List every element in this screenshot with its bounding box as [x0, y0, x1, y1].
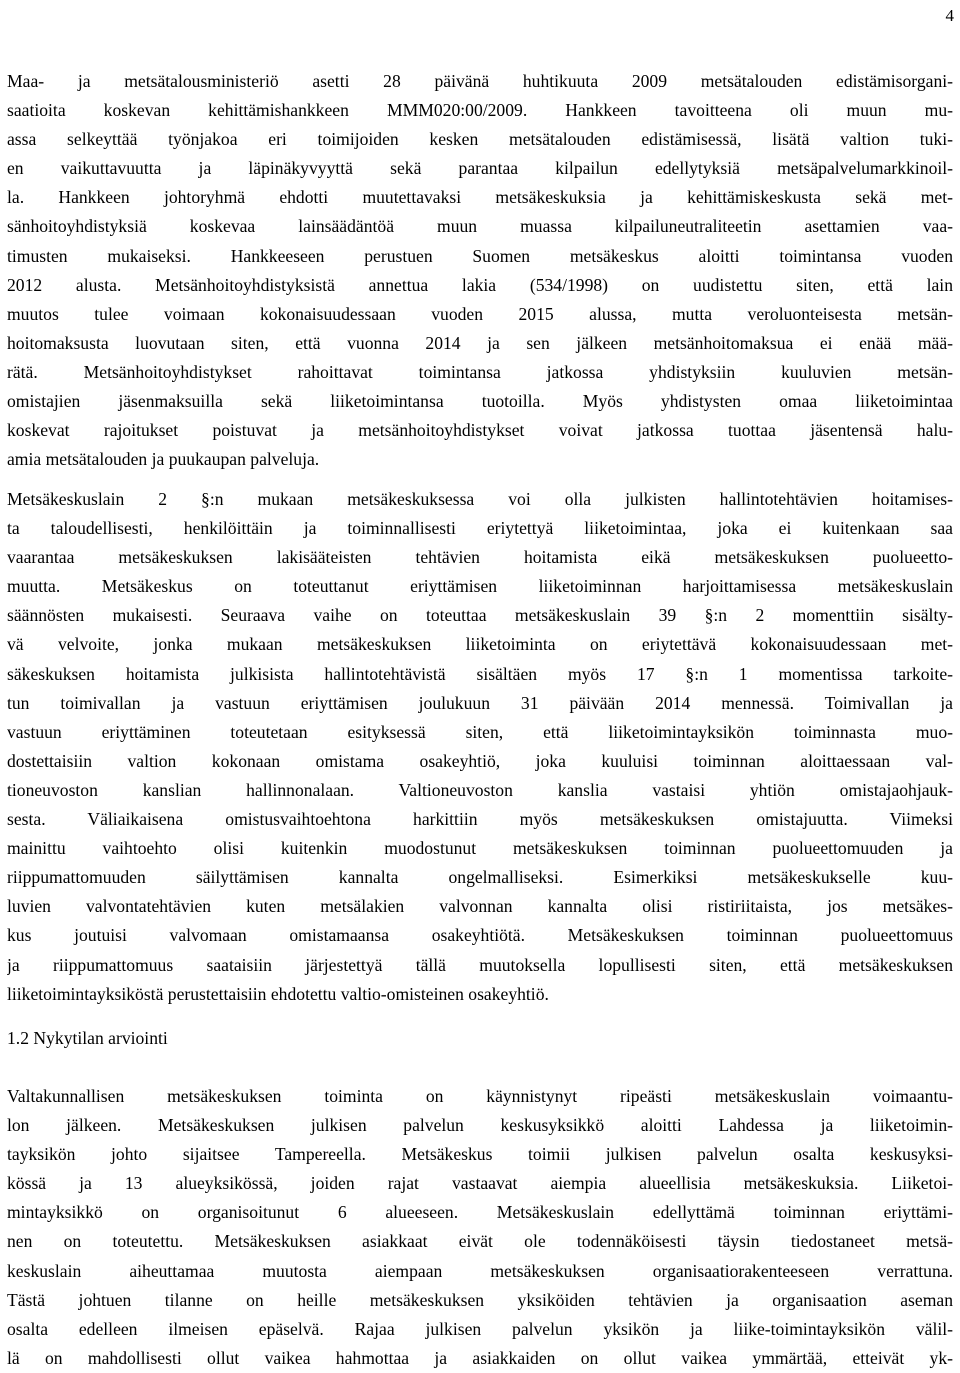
text-line: vaarantaa metsäkeskuksen lakisääteisten tehtävien hoitamista eikä metsäkeskuksen puolueetto- [7, 547, 953, 568]
text-line: lä on mahdollisesti ollut vaikea hahmottaa ja asiakkaiden on ollut vaikea ymmärtää, etteivät yk- [7, 1347, 953, 1368]
paragraph-3 [7, 1082, 953, 1373]
text-line: tun toimivallan ja vastuun eriyttämisen joulukuun 31 päivään 2014 mennessä. Toimivallan ja [7, 692, 953, 713]
text-line: mintayksikkö on organisoitunut 6 alueeseen. Metsäkeskuslain edellyttämä toiminnan eriyttämi- [7, 1202, 953, 1223]
text-line: liiketoimintayksiköstä perustettaisiin ehdotettu valtio-omisteinen osakeyhtiö. [7, 983, 549, 1004]
text-line: saatioita koskevan kehittämishankkeen MMM020:00/2009. Hankkeen tavoitteena oli muun mu- [7, 100, 953, 121]
text-line: lon jälkeen. Metsäkeskuksen julkisen palvelun keskusyksikkö aloitti Lahdessa ja liiketoimin- [7, 1115, 953, 1136]
text-line: säkeskuksen hoitamista julkisista hallintotehtävistä sisältäen myös 17 §:n 1 momentissa tarkoite- [7, 663, 953, 684]
text-line: vastuun eriyttäminen toteutetaan esityksessä siten, että liiketoimintayksikön toiminnasta muo- [7, 721, 953, 742]
text-line: ja riippumattomuus saataisiin järjestettyä tällä muutoksella lopullisesti siten, että metsäkeskuksen [7, 954, 953, 975]
section-heading: 1.2 Nykytilan arviointi [7, 1028, 168, 1048]
text-line: Maa- ja metsätalousministeriö asetti 28 päivänä huhtikuuta 2009 metsätalouden edistämisorgani- [7, 71, 953, 91]
text-line: osalta edelleen ilmeisen epäselvä. Rajaa julkisen palvelun yksikön ja liike-toimintayksikön välil- [7, 1318, 953, 1339]
text-line: sänhoitoyhdistyksiä koskevaa lainsäädäntöä muun muassa kilpailuneutraliteetin asettamien vaa- [7, 216, 953, 237]
text-line: muutos tulee voimaan kokonaisuudessaan vuoden 2015 alussa, mutta veroluonteisesta metsän- [7, 303, 953, 324]
paragraph-1 [7, 67, 953, 474]
text-line: riippumattomuuden säilyttämisen kannalta ongelmalliseksi. Esimerkiksi metsäkeskukselle kuu- [7, 867, 953, 888]
text-line: nen on toteutettu. Metsäkeskuksen asiakkaat eivät ole todennäköisesti täysin tiedostaneet metsä- [7, 1231, 953, 1252]
text-line: Tästä johtuen tilanne on heille metsäkeskuksen yksiköiden tehtävien ja organisaation aseman [7, 1289, 953, 1310]
text-line: keskuslain aiheuttamaa muutosta aiempaan metsäkeskuksen organisaatiorakenteeseen verrattuna. [7, 1260, 953, 1281]
text-line: amia metsätalouden ja puukaupan palveluja. [7, 449, 320, 470]
text-line: sesta. Väliaikaisena omistusvaihtoehtona harkittiin myös metsäkeskuksen omistajuutta. Viimeksi [7, 809, 953, 830]
text-line: hoitomaksusta luovutaan siten, että vuonna 2014 ja sen jälkeen metsänhoitomaksua ei enää mää- [7, 332, 953, 353]
text-line: Valtakunnallisen metsäkeskuksen toiminta on käynnistynyt ripeästi metsäkeskuslain voimaantu- [7, 1086, 953, 1106]
text-line: tayksikön johto sijaitsee Tampereella. Metsäkeskus toimii julkisen palvelun osalta keskusyksi- [7, 1144, 953, 1165]
text-line: mainittu vaihtoehto olisi kuitenkin muodostunut metsäkeskuksen toiminnan puolueettomuuden ja [7, 838, 953, 859]
text-line: dostettaisiin valtion kokonaan omistama osakeyhtiö, joka kuuluisi toiminnan aloittaessaan val- [7, 750, 953, 771]
text-line: muutta. Metsäkeskus on toteuttanut eriyttämisen liiketoiminnan harjoittamisessa metsäkeskuslain [7, 576, 953, 597]
paragraph-2 [7, 485, 953, 1009]
text-line: luvien valvontatehtävien kuten metsälakien valvonnan kannalta olisi ristiriitaista, jos metsäkes- [7, 896, 953, 917]
text-line: omistajien jäsenmaksuilla sekä liiketoimintansa tuotoilla. Myös yhdistysten omaa liiketoimintaa [7, 391, 953, 412]
text-line: koskevat rajoitukset poistuvat ja metsänhoitoyhdistykset voivat jatkossa tuottaa jäsentensä halu- [7, 420, 953, 441]
text-line: Metsäkeskuslain 2 §:n mukaan metsäkeskuksessa voi olla julkisten hallintotehtävien hoitamises- [7, 489, 953, 509]
text-line: rätä. Metsänhoitoyhdistykset rahoittavat toimintansa jatkossa yhdistyksiin kuuluvien metsän- [7, 361, 953, 382]
text-line: 2012 alusta. Metsänhoitoyhdistyksistä annettua lakia (534/1998) on uudistettu siten, että lain [7, 274, 953, 295]
text-line: tioneuvoston kanslian hallinnonalaan. Valtioneuvoston kanslia vastaisi yhtiön omistajaohjauk- [7, 779, 953, 800]
text-line: la. Hankkeen johtoryhmä ehdotti muutettavaksi metsäkeskuksia ja kehittämiskeskusta sekä met- [7, 187, 953, 208]
text-line: en vaikuttavuutta ja läpinäkyvyyttä sekä parantaa kilpailun edellytyksiä metsäpalvelumarkkinoil- [7, 158, 953, 179]
text-line: assa selkeyttää työnjakoa eri toimijoiden kesken metsätalouden edistämisessä, lisätä valtion tuki- [7, 129, 953, 150]
page-number: 4 [945, 6, 954, 25]
text-line: kössä ja 13 alueyksikössä, joiden rajat vastaavat aiempia alueellisia metsäkeskuksia. Liiketoi- [7, 1173, 953, 1194]
text-line: ta taloudellisesti, henkilöittäin ja toiminnallisesti eriytettyä liiketoimintaa, joka ei kuitenkaan saa [7, 518, 953, 539]
text-line: timusten mukaiseksi. Hankkeeseen perustuen Suomen metsäkeskus aloitti toimintansa vuoden [7, 245, 953, 266]
text-line: säännösten mukaisesti. Seuraava vaihe on toteuttaa metsäkeskuslain 39 §:n 2 momenttiin sisälty- [7, 605, 953, 626]
text-line: kus joutuisi valvomaan omistamaansa osakeyhtiötä. Metsäkeskuksen toiminnan puolueettomuus [7, 925, 953, 946]
text-line: vä velvoite, jonka mukaan metsäkeskuksen liiketoiminta on eriytettävä kokonaisuudessaan met- [7, 634, 953, 655]
